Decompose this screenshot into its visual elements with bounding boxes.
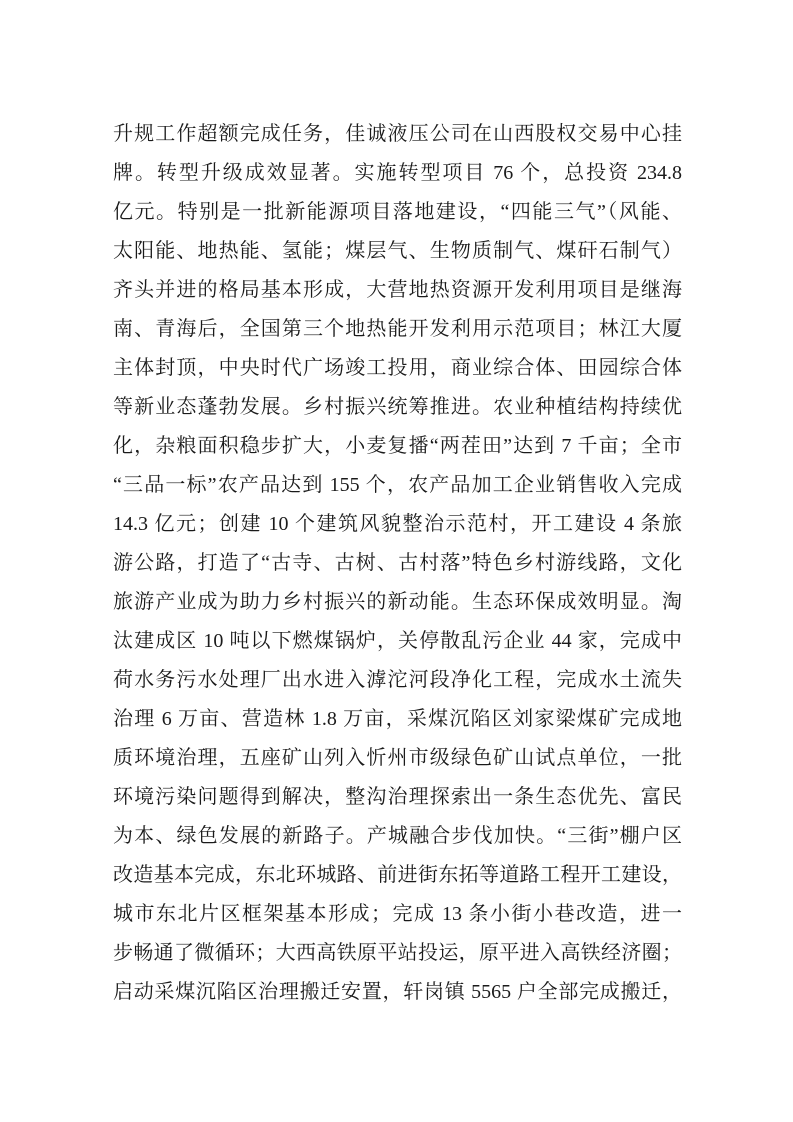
text-line: 为本、绿色发展的新路子。产城融合步伐加快。“三街”棚户区 — [113, 825, 682, 847]
text-line: 荷水务污水处理厂出水进入滹沱河段净化工程，完成水土流失 — [113, 669, 682, 691]
text-line: 步畅通了微循环；大西高铁原平站投运，原平进入高铁经济圈； — [113, 942, 682, 964]
text-line: 环境污染问题得到解决，整沟治理探索出一条生态优先、富民 — [113, 786, 682, 808]
text-line: 启动采煤沉陷区治理搬迁安置，轩岗镇 5565 户全部完成搬迁， — [113, 981, 682, 1003]
text-line: 旅游产业成为助力乡村振兴的新动能。生态环保成效明显。淘 — [113, 591, 682, 613]
text-line: 牌。转型升级成效显著。实施转型项目 76 个，总投资 234.8 — [113, 162, 682, 184]
text-line: 等新业态蓬勃发展。乡村振兴统筹推进。农业种植结构持续优 — [113, 396, 682, 418]
text-line: 汰建成区 10 吨以下燃煤锅炉，关停散乱污企业 44 家，完成中 — [113, 630, 682, 652]
text-line: 治理 6 万亩、营造林 1.8 万亩，采煤沉陷区刘家梁煤矿完成地 — [113, 708, 682, 730]
text-line: 太阳能、地热能、氢能；煤层气、生物质制气、煤矸石制气） — [113, 240, 682, 262]
text-line: 改造基本完成，东北环城路、前进街东拓等道路工程开工建设， — [113, 864, 682, 886]
text-line: “三品一标”农产品达到 155 个，农产品加工企业销售收入完成 — [113, 474, 682, 496]
text-line: 化，杂粮面积稳步扩大，小麦复播“两茬田”达到 7 千亩；全市 — [113, 435, 682, 457]
text-line: 质环境治理，五座矿山列入忻州市级绿色矿山试点单位，一批 — [113, 747, 682, 769]
text-line: 齐头并进的格局基本形成，大营地热资源开发利用项目是继海 — [113, 279, 682, 301]
text-line: 亿元。特别是一批新能源项目落地建设，“四能三气”（风能、 — [113, 201, 682, 223]
text-line: 升规工作超额完成任务，佳诚液压公司在山西股权交易中心挂 — [113, 123, 682, 145]
text-line: 南、青海后，全国第三个地热能开发利用示范项目；林江大厦 — [113, 318, 682, 340]
text-line: 城市东北片区框架基本形成；完成 13 条小街小巷改造，进一 — [113, 903, 682, 925]
text-line: 主体封顶，中央时代广场竣工投用，商业综合体、田园综合体 — [113, 357, 682, 379]
text-line: 14.3 亿元；创建 10 个建筑风貌整治示范村，开工建设 4 条旅 — [113, 513, 682, 535]
text-line: 游公路，打造了“古寺、古树、古村落”特色乡村游线路，文化 — [113, 552, 682, 574]
body-text-block — [113, 115, 682, 1012]
